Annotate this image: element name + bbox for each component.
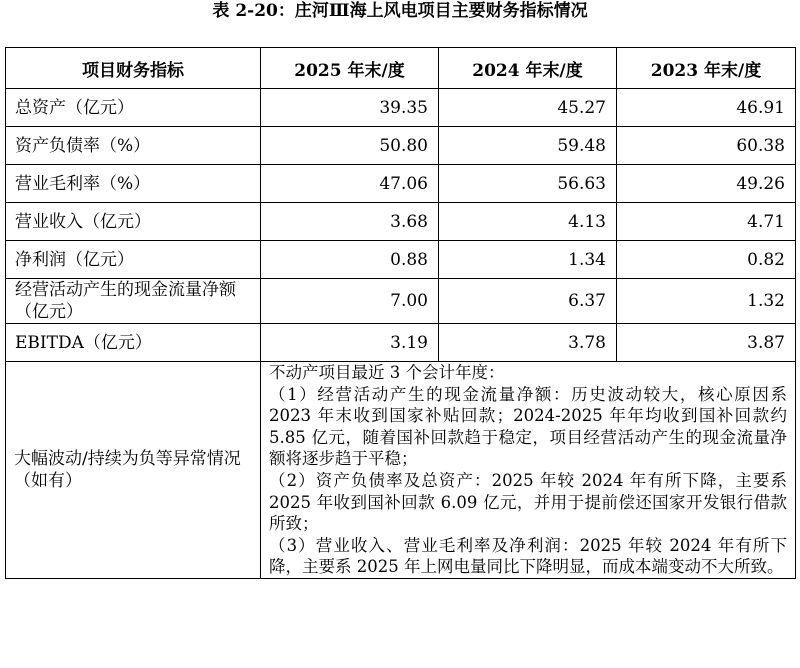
table-row <box>6 165 796 203</box>
table-header-row <box>6 48 796 89</box>
value-2025: 39.35 <box>261 89 439 127</box>
value-2023: 1.32 <box>617 279 796 324</box>
value-2024: 1.34 <box>439 241 617 279</box>
value-2024: 56.63 <box>439 165 617 203</box>
notes-intro: 不动产项目最近 3 个会计年度： <box>269 363 505 382</box>
header-2025: 2025 年末/度 <box>261 48 439 89</box>
value-2024: 3.78 <box>439 324 617 362</box>
header-2023: 2023 年末/度 <box>617 48 796 89</box>
value-2025: 7.00 <box>261 279 439 324</box>
header-2024: 2024 年末/度 <box>439 48 617 89</box>
row-label: 资产负债率（%） <box>6 127 261 165</box>
row-label: 营业收入（亿元） <box>6 203 261 241</box>
notes-item-2: （2）资产负债率及总资产：2025 年较 2024 年有所下降，主要系 2025 年收到国补回款 6.09 亿元，并用于提前偿还国家开发银行借款所致； <box>269 470 787 534</box>
financial-indicators-table <box>5 47 796 579</box>
table-row <box>6 127 796 165</box>
value-2023: 0.82 <box>617 241 796 279</box>
value-2023: 4.71 <box>617 203 796 241</box>
value-2024: 6.37 <box>439 279 617 324</box>
value-2025: 50.80 <box>261 127 439 165</box>
row-label: EBITDA（亿元） <box>6 324 261 362</box>
value-2024: 59.48 <box>439 127 617 165</box>
notes-label: 大幅波动/持续为负等异常情况（如有） <box>6 362 261 579</box>
row-label: 总资产（亿元） <box>6 89 261 127</box>
table-caption: 表 2-20：庄河Ⅲ海上风电项目主要财务指标情况 <box>212 1 588 21</box>
value-2025: 0.88 <box>261 241 439 279</box>
header-metric: 项目财务指标 <box>6 48 261 89</box>
table-row <box>6 203 796 241</box>
row-label: 经营活动产生的现金流量净额（亿元） <box>6 279 261 324</box>
value-2025: 47.06 <box>261 165 439 203</box>
table-row <box>6 279 796 324</box>
value-2023: 46.91 <box>617 89 796 127</box>
value-2023: 60.38 <box>617 127 796 165</box>
table-row <box>6 241 796 279</box>
row-label: 净利润（亿元） <box>6 241 261 279</box>
table-row <box>6 324 796 362</box>
notes-cell <box>261 362 796 579</box>
value-2024: 4.13 <box>439 203 617 241</box>
value-2025: 3.68 <box>261 203 439 241</box>
notes-row <box>6 362 796 579</box>
table-row <box>6 89 796 127</box>
value-2025: 3.19 <box>261 324 439 362</box>
row-label: 营业毛利率（%） <box>6 165 261 203</box>
value-2023: 3.87 <box>617 324 796 362</box>
notes-item-1: （1）经营活动产生的现金流量净额：历史波动较大，核心原因系 2023 年末收到国家补贴回款；2024-2025 年年均收到国补回款约 5.85 亿元，随着国补回款趋于稳定，项目经营活动产生的现金流量净额将逐步趋于平稳； <box>269 384 787 469</box>
value-2023: 49.26 <box>617 165 796 203</box>
value-2024: 45.27 <box>439 89 617 127</box>
notes-item-3: （3）营业收入、营业毛利率及净利润：2025 年较 2024 年有所下降，主要系 2025 年上网电量同比下降明显，而成本端变动不大所致。 <box>269 535 787 577</box>
